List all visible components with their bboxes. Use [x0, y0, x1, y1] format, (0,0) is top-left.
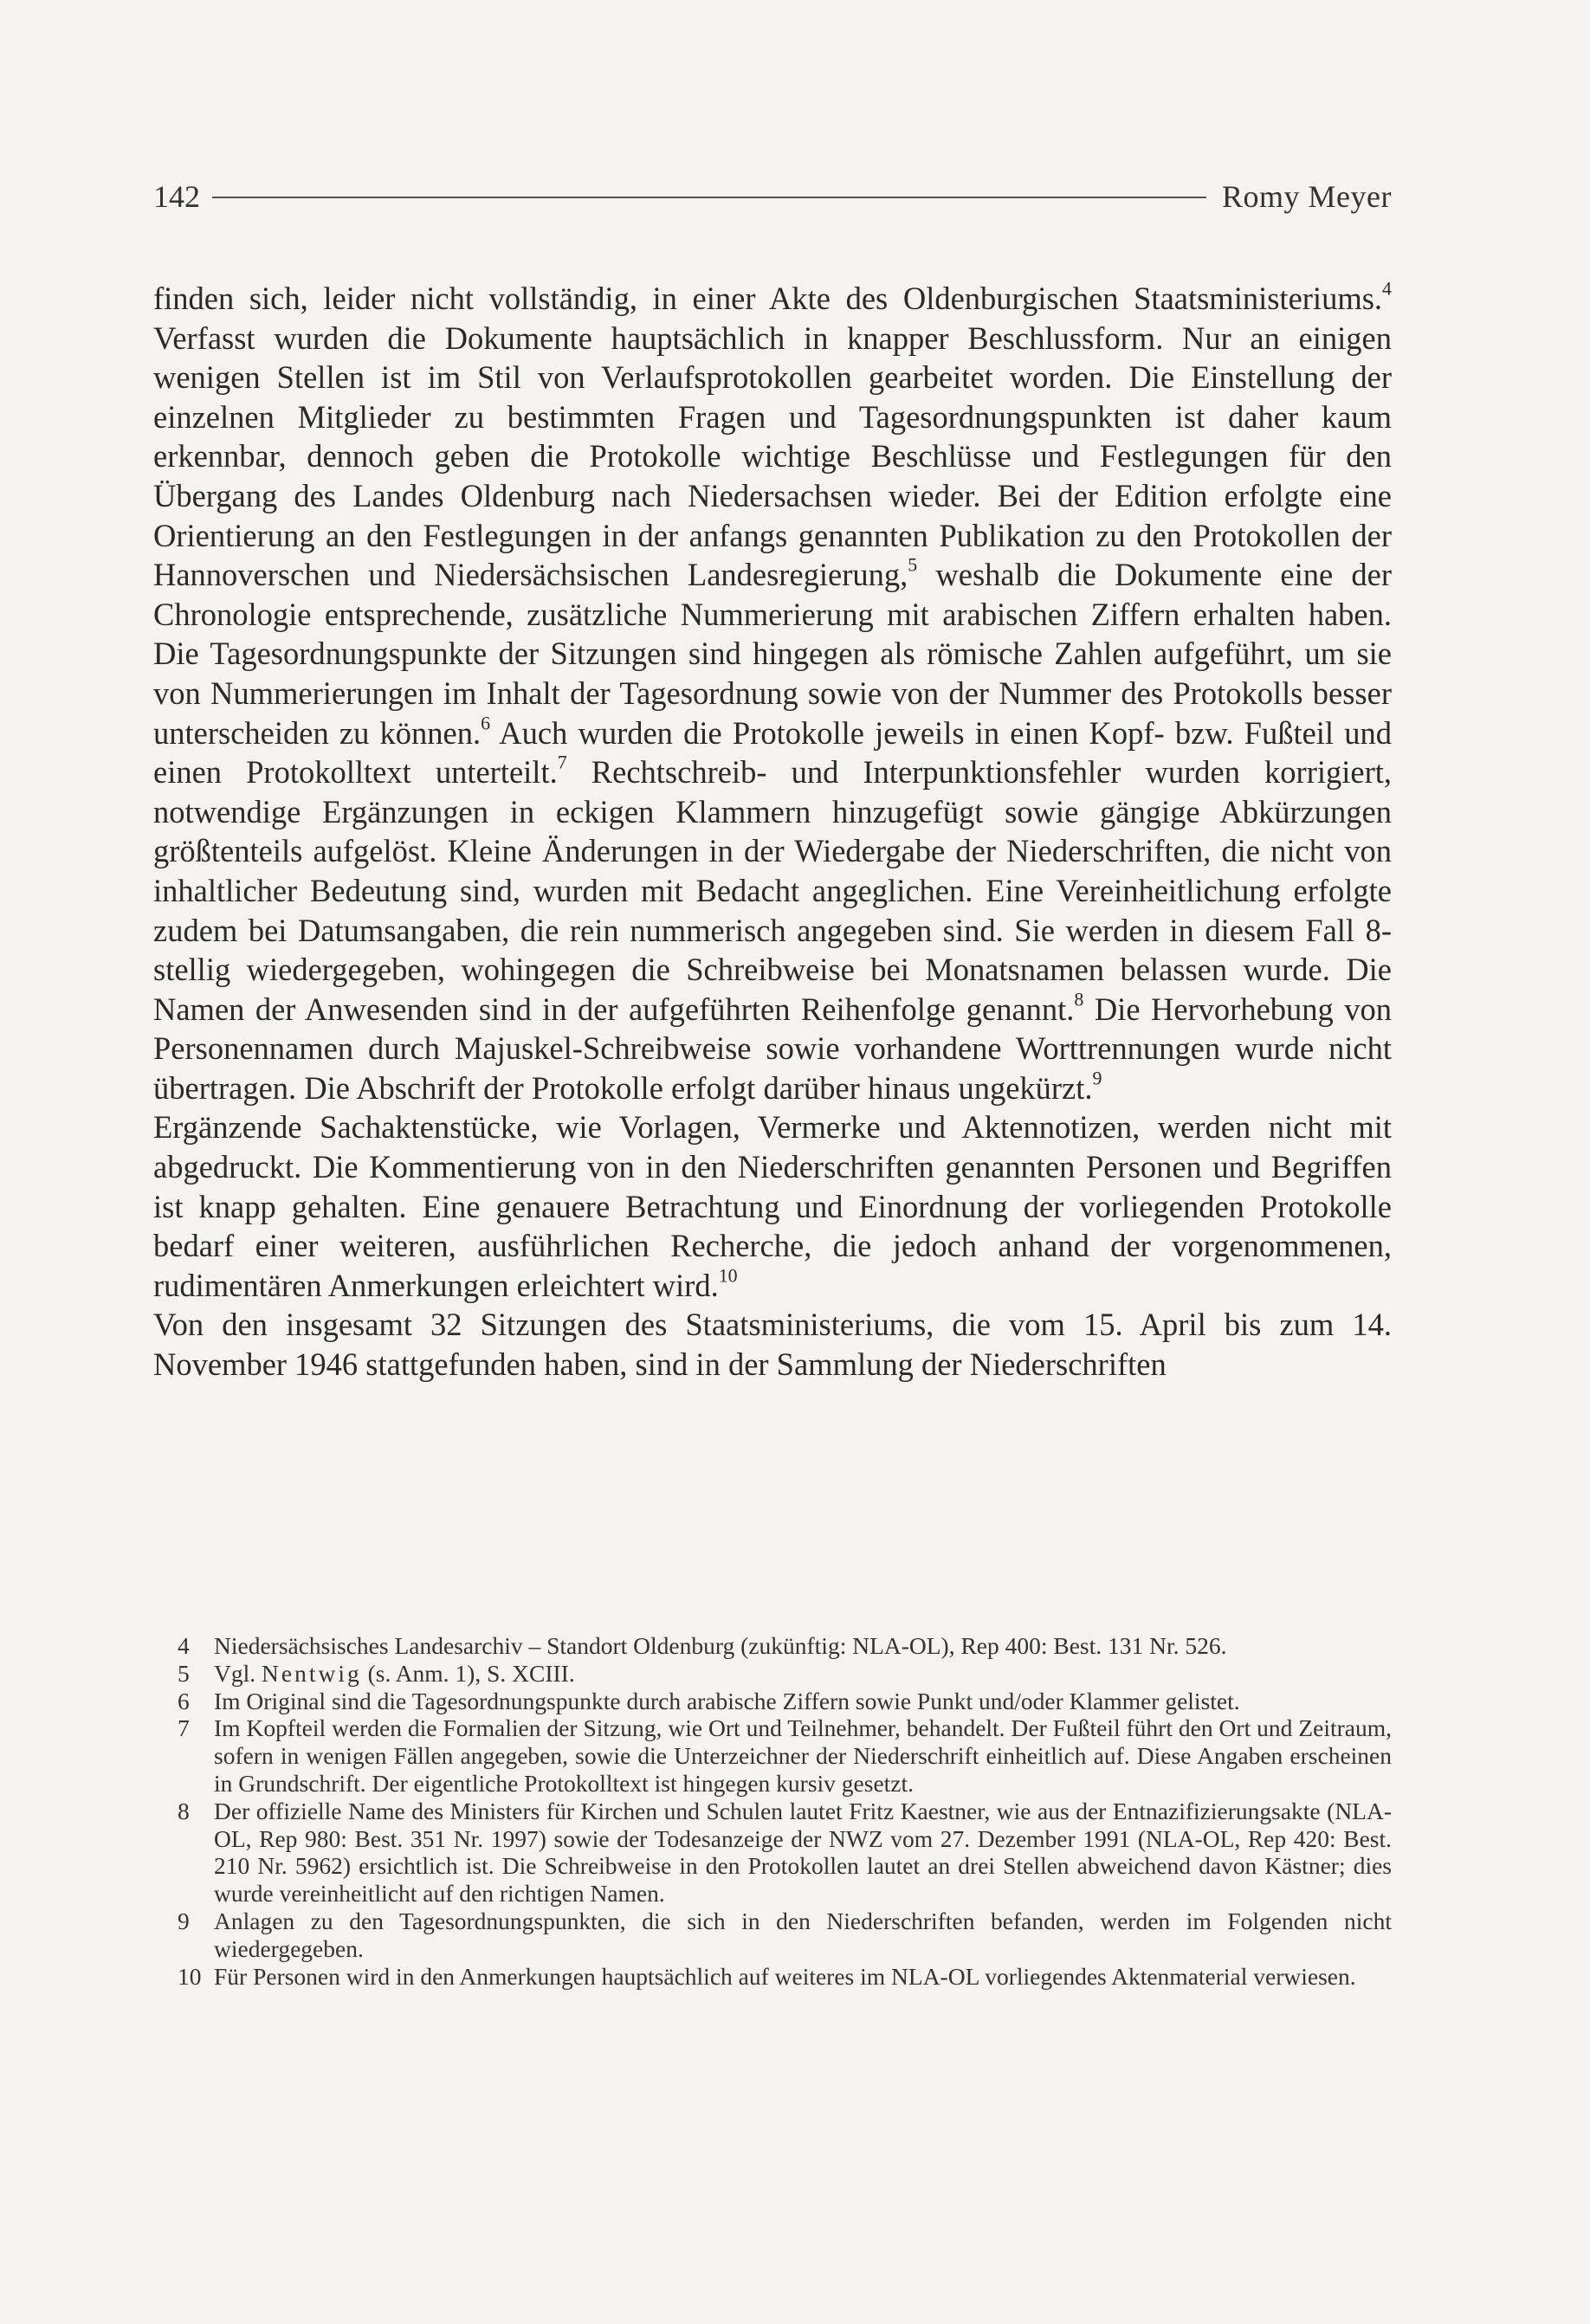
footnote [178, 1798, 1392, 1908]
footnote-number: 8 [178, 1797, 190, 1824]
main-text [153, 279, 1392, 1385]
footnote [178, 1632, 1392, 1660]
footnote-text: Niedersächsisches Landesarchiv – Standort Oldenburg (zukünftig: NLA-OL), Rep 400: Best. 131 Nr. 526. [214, 1632, 1227, 1659]
footnote [178, 1688, 1392, 1715]
footnote-number: 4 [178, 1632, 190, 1659]
footnote-text: Der offizielle Name des Ministers für Kirchen und Schulen lautet Fritz Kaestner, wie aus der Entnazifizierungsakte (NLA-OL, Rep 980: Best. 351 Nr. 1997) sowie der Todesanzeige der NWZ vom 27. Dezember 1991 (NLA-OL, Rep 420: Best. 210 Nr. 5962) ersichtlich ist. Die Schreibweise in den Protokollen lautet an drei Stellen abweichend davon Kästner; dies wurde vereinheitlicht auf den richtigen Namen. [214, 1797, 1392, 1908]
footnote [178, 1908, 1392, 1963]
author-name-spaced: Nentwig [262, 1659, 362, 1687]
footnote-text: Im Original sind die Tagesordnungspunkte durch arabische Ziffern sowie Punkt und/oder Klammer gelistet. [214, 1687, 1240, 1714]
footnote-ref: 6 [481, 712, 491, 734]
footnote-ref: 5 [908, 553, 918, 576]
footnote-ref: 7 [557, 751, 567, 773]
footnote [178, 1714, 1392, 1797]
footnote-number: 9 [178, 1907, 190, 1934]
footnote-number: 5 [178, 1659, 190, 1687]
footnote-number: 7 [178, 1714, 190, 1742]
footnote-number: 6 [178, 1687, 190, 1714]
running-head [153, 175, 1392, 218]
footnote [178, 1963, 1392, 1991]
paragraph-3: Von den insgesamt 32 Sitzungen des Staatsministeriums, die vom 15. April bis zum 14. November 1946 stattgefunden haben, sind in der Sammlung der Niederschriften [153, 1307, 1392, 1383]
paragraph-1: finden sich, leider nicht vollständig, in einer Akte des Oldenburgischen Staatsministeriums.$^4$ Verfasst wurden die Dokumente hauptsächlich in knapper Beschlussform. Nur an einigen wenigen Stellen ist im Stil von Verlaufsprotokollen gearbeitet worden. Die Einstellung der einzelnen Mitglieder zu bestimmten Fragen und Tagesordnungspunkten ist daher kaum erkennbar, dennoch geben die Protokolle wichtige Beschlüsse und Festlegungen für den Übergang des Landes Oldenburg nach Niedersachsen wieder. Bei der Edition erfolgte eine Orientierung an den Festlegungen in der anfangs genannten Publikation zu den Protokollen der Hannoverschen und Niedersächsischen Landesregierung,$^5$ weshalb die Dokumente eine der Chronologie entsprechende, zusätzliche Nummerierung mit arabischen Ziffern erhalten haben. Die Tagesordnungspunkte der Sitzungen sind hingegen als römische Zahlen aufgeführt, um sie von Nummerierungen im Inhalt der Tagesordnung sowie von der Nummer des Protokolls besser unterscheiden zu können.$^6$ Auch wurden die Protokolle jeweils in einen Kopf- bzw. Fußteil und einen Protokolltext unterteilt.$^7$ Rechtschreib- und Interpunktionsfehler wurden korrigiert, notwendige Ergänzungen in eckigen Klammern hinzugefügt sowie gängige Abkürzungen größtenteils aufgelöst. Kleine Änderungen in der Wiedergabe der Niederschriften, die nicht von inhaltlicher Bedeutung sind, wurden mit Bedacht angeglichen. Eine Vereinheitlichung erfolgte zudem bei Datumsangaben, die rein nummerisch angegeben sind. Sie werden in diesem Fall 8-stellig wiedergegeben, wohingegen die Schreibweise bei Monatsnamen belassen wurde. Die Namen der Anwesenden sind in der aufgeführten Reihenfolge genannt.$^8$ Die Hervorhebung von Personennamen durch Majuskel-Schreibweise sowie vorhandene Worttrennungen wurde nicht übertragen. Die Abschrift der Protokolle erfolgt darüber hinaus ungekürzt.$^9$ [153, 277, 1393, 1106]
footnote [178, 1660, 1392, 1688]
footnote-text: Für Personen wird in den Anmerkungen hauptsächlich auf weiteres im NLA-OL vorliegendes Aktenmaterial verwiesen. [214, 1962, 1356, 1990]
footnote-number: 10 [178, 1962, 202, 1990]
paragraph-2: Ergänzende Sachaktenstücke, wie Vorlagen, Vermerke und Aktennotizen, werden nicht mit abgedruckt. Die Kommentierung von in den Niederschriften genannten Personen und Begriffen ist knapp gehalten. Eine genauere Betrachtung und Einordnung der vorliegenden Protokolle bedarf einer weiteren, ausführlichen Recherche, die jedoch anhand der vorgenommenen, rudimentären Anmerkungen erleichtert wird.$^{10}$ [153, 1109, 1392, 1303]
footnote-text: Im Kopfteil werden die Formalien der Sitzung, wie Ort und Teilnehmer, behandelt. Der Fußteil führt den Ort und Zeitraum, sofern in wenigen Fällen angegeben, sowie die Unterzeichner der Niederschrift einheitlich auf. Diese Angaben erscheinen in Grundschrift. Der eigentliche Protokolltext ist hingegen kursiv gesetzt. [214, 1714, 1392, 1797]
footnote-text: Vgl. Nentwig (s. Anm. 1), S. XCIII. [214, 1659, 575, 1687]
header-rule [212, 197, 1206, 198]
footnote-ref: 8 [1074, 988, 1084, 1010]
page-number: 142 [153, 179, 200, 214]
running-head-author: Romy Meyer [1222, 179, 1392, 214]
footnote-ref: 4 [1382, 277, 1392, 300]
footnote-text: Anlagen zu den Tagesordnungspunkten, die sich in den Niederschriften befanden, werden im Folgenden nicht wiedergegeben. [214, 1907, 1392, 1962]
footnote-ref: 10 [718, 1264, 738, 1287]
footnotes [178, 1632, 1392, 1990]
footnote-ref: 9 [1092, 1067, 1102, 1089]
